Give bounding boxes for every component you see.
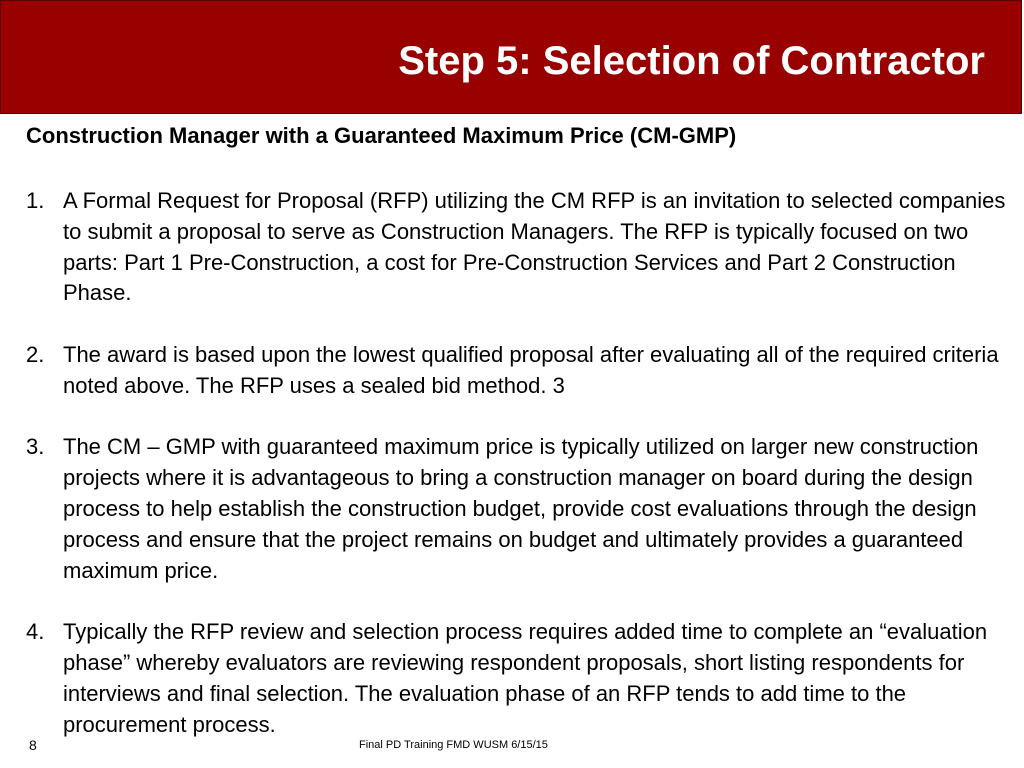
list-item	[26, 186, 1006, 309]
footer-text: Final PD Training FMD WUSM 6/15/15	[359, 739, 548, 751]
list-item-number: 4.	[26, 619, 45, 645]
numbered-list	[26, 186, 1006, 740]
list-item-number: 2.	[26, 341, 45, 367]
list-item-number: 1.	[26, 188, 45, 213]
title-bar	[0, 0, 1022, 114]
list-item	[26, 617, 1006, 740]
list-item-text: The CM – GMP with guaranteed maximum price is typically utilized on larger new construction projects where it is advantageous to bring a construction manager on board during the design process to help establish the construction budget, provide cost evaluations through the design process and ensure that the project remains on budget and ultimately provides a guaranteed maximum price.	[63, 434, 979, 583]
slide-number: 8	[29, 737, 37, 753]
list-item-number: 3.	[26, 434, 45, 460]
list-item-text: The award is based upon the lowest qualified proposal after evaluating all of the required criteria noted above. The RFP uses a sealed bid method. 3	[63, 341, 999, 398]
slide-title: Step 5: Selection of Contractor	[398, 39, 985, 83]
list-item-text: A Formal Request for Proposal (RFP) utilizing the CM RFP is an invitation to selected companies to submit a proposal to serve as Construction Managers. The RFP is typically focused on two parts: Part 1 Pre-Construction, a cost for Pre-Construction Services and Part 2 Construction Phase.	[63, 188, 1006, 306]
list-item	[26, 432, 1006, 586]
slide-subtitle: Construction Manager with a Guaranteed Maximum Price (CM-GMP)	[26, 123, 737, 148]
list-item-text: Typically the RFP review and selection process requires added time to complete an “evaluation phase” whereby evaluators are reviewing respondent proposals, short listing respondents for interviews and final selection. The evaluation phase of an RFP tends to add time to the procurement process.	[63, 619, 988, 737]
list-item	[26, 340, 1006, 402]
